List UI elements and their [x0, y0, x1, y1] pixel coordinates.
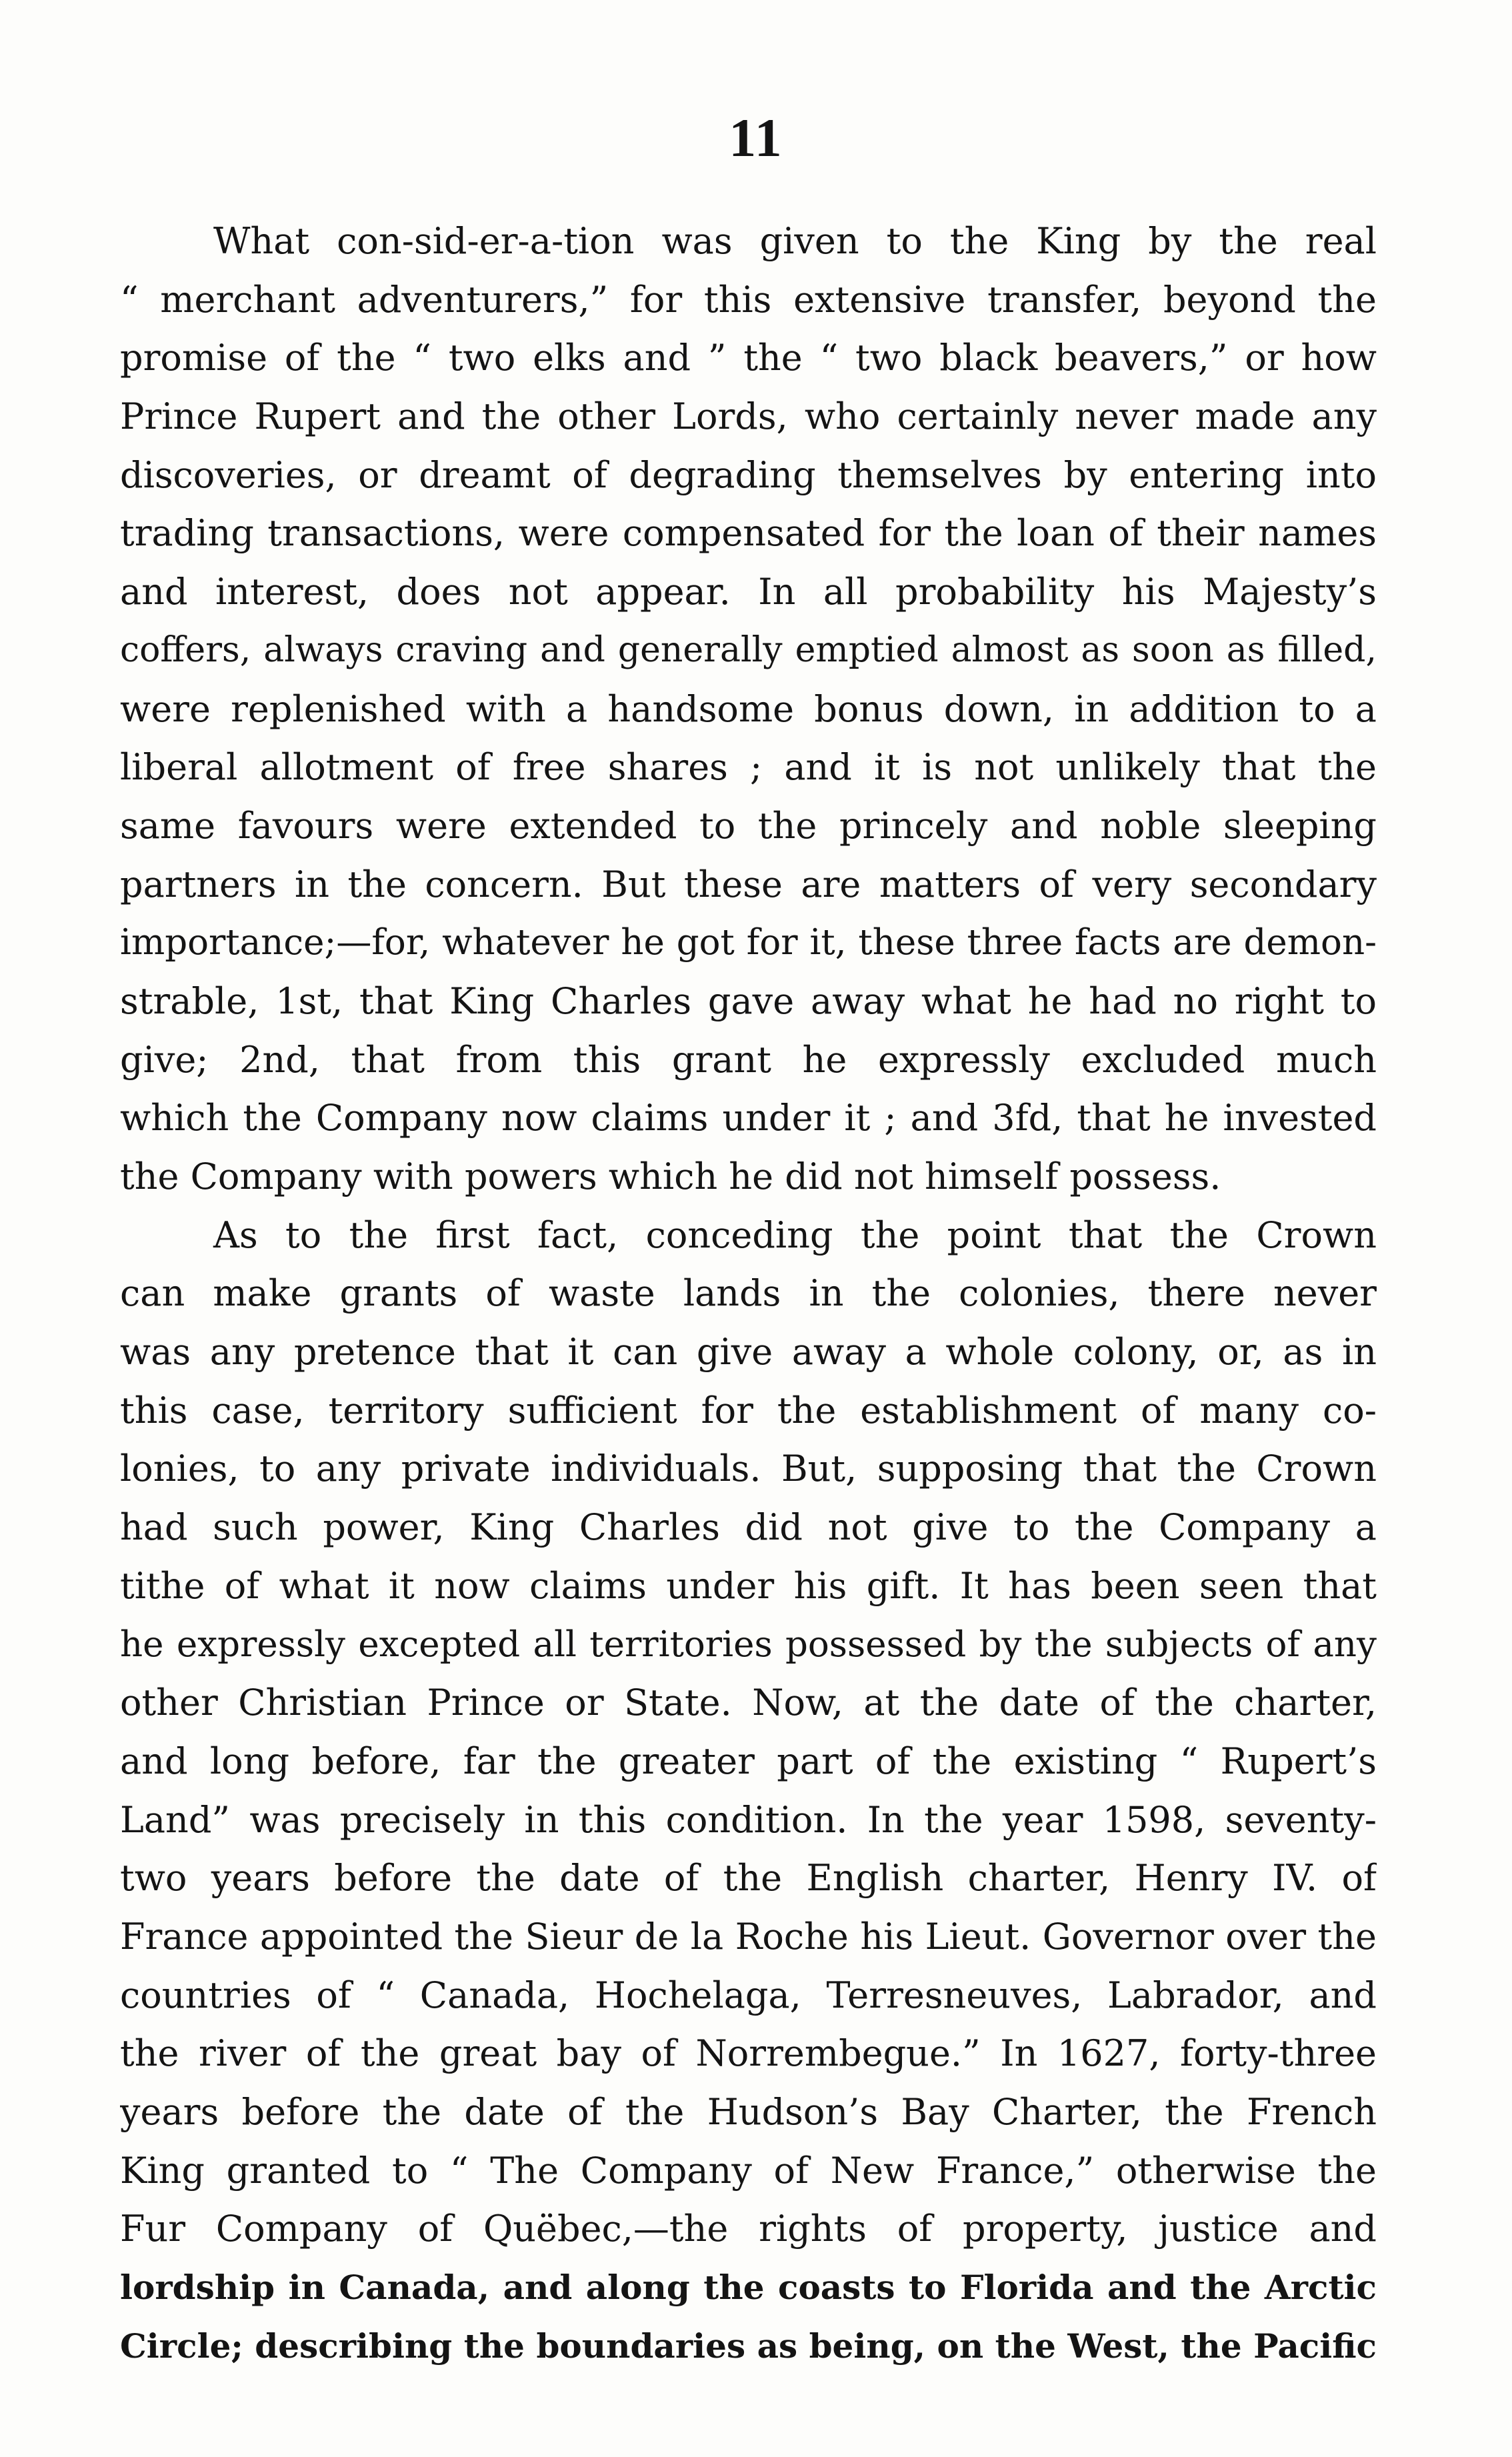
text-line: and long before, far the greater part of the existing “ Rupert’s	[120, 1740, 1377, 1782]
text-line: strable, 1st, that King Charles gave away what he had no right to	[120, 979, 1377, 1022]
text-line: were replenished with a handsome bonus down, in addition to a	[120, 687, 1377, 730]
text-line: promise of the “ two elks and ” the “ two black beavers,” or how	[120, 337, 1377, 379]
text-line: lonies, to any private individuals. But, supposing that the Crown	[120, 1448, 1377, 1490]
text-line: discoveries, or dreamt of degrading themselves by entering into	[120, 453, 1377, 496]
text-line: the river of the great bay of Norrembegue.” In 1627, forty-three	[120, 2032, 1377, 2075]
text-line: other Christian Prince or State. Now, at the date of the charter,	[120, 1682, 1377, 1724]
text-line: tithe of what it now claims under his gift. It has been seen that	[120, 1564, 1377, 1607]
text-line: trading transactions, were compensated for the loan of their names	[120, 512, 1377, 555]
text-line: countries of “ Canada, Hochelaga, Terresneuves, Labrador, and	[120, 1974, 1377, 2016]
text-line: the Company with powers which he did not himself possess.	[120, 1155, 1221, 1197]
text-line: was any pretence that it can give away a whole colony, or, as in	[120, 1331, 1377, 1374]
text-line: What con-sid-er-a-tion was given to the King by the real	[213, 220, 1377, 262]
paragraph-2	[120, 1206, 1377, 2376]
page-number: 11	[729, 107, 783, 168]
text-line: can make grants of waste lands in the colonies, there never	[120, 1272, 1377, 1315]
text-line: Land” was precisely in this condition. In the year 1598, seventy-	[120, 1798, 1377, 1841]
text-line: “ merchant adventurers,” for this extensive transfer, beyond the	[120, 278, 1377, 321]
text-line: this case, territory sufficient for the establishment of many co-	[120, 1389, 1377, 1432]
text-line: and interest, does not appear. In all probability his Majesty’s	[120, 571, 1377, 613]
text-line: he expressly excepted all territories possessed by the subjects of any	[120, 1624, 1377, 1665]
text-line: coffers, always craving and generally emptied almost as soon as filled,	[120, 629, 1377, 670]
text-line: Circle; describing the boundaries as being, on the West, the Pacific	[120, 2326, 1377, 2366]
text-line: King granted to “ The Company of New France,” otherwise the	[120, 2149, 1377, 2192]
paragraph-1	[120, 212, 1377, 1206]
text-line: which the Company now claims under it ; and 3fd, that he invested	[120, 1097, 1377, 1139]
text-line: two years before the date of the English charter, Henry IV. of	[120, 1857, 1377, 1900]
text-line: As to the first fact, conceding the point that the Crown	[213, 1213, 1377, 1256]
text-line: give; 2nd, that from this grant he expressly excluded much	[120, 1038, 1377, 1081]
text-line: years before the date of the Hudson’s Bay Charter, the French	[120, 2091, 1377, 2133]
text-line: Prince Rupert and the other Lords, who certainly never made any	[120, 395, 1377, 438]
body-text	[120, 212, 1377, 2375]
text-line: had such power, King Charles did not give to the Company a	[120, 1506, 1377, 1549]
text-line: partners in the concern. But these are matters of very secondary	[120, 863, 1377, 905]
text-line: liberal allotment of free shares ; and it is not unlikely that the	[120, 746, 1377, 789]
text-line: same favours were extended to the princely and noble sleeping	[120, 804, 1377, 847]
text-line: France appointed the Sieur de la Roche his Lieut. Governor over the	[120, 1915, 1377, 1958]
text-line: importance;—for, whatever he got for it, these three facts are demon-	[120, 922, 1377, 963]
text-line: lordship in Canada, and along the coasts to Florida and the Arctic	[120, 2268, 1377, 2308]
text-line: Fur Company of Quëbec,—the rights of property, justice and	[120, 2208, 1377, 2250]
